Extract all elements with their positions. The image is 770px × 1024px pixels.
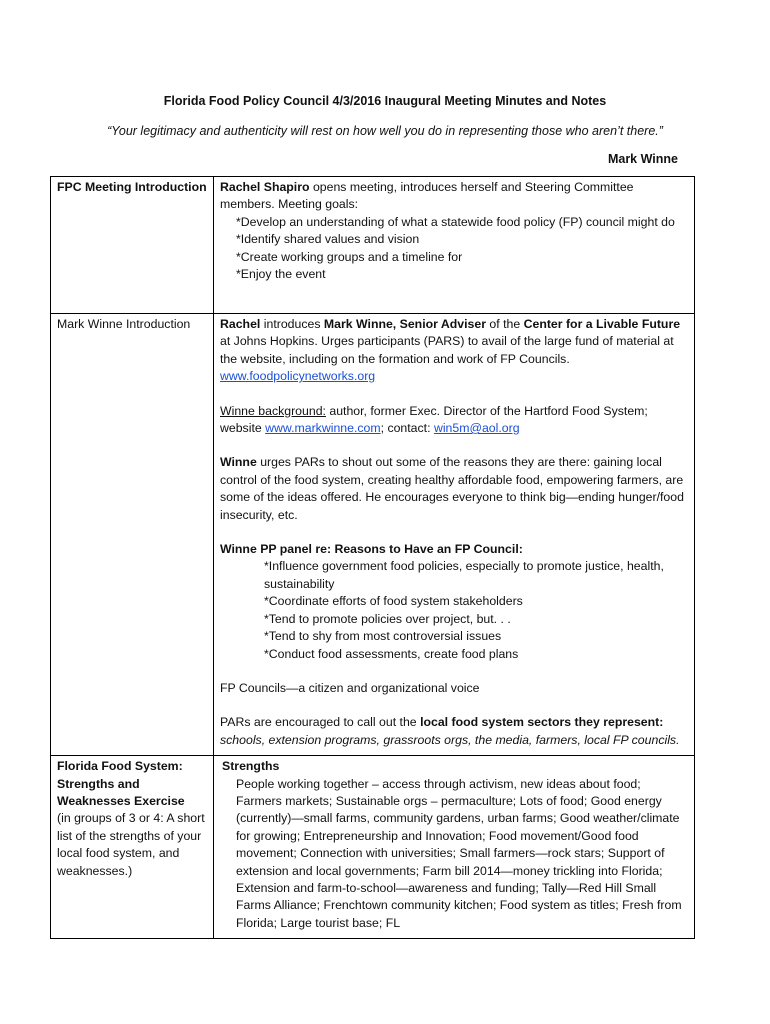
panel-item: *Tend to promote policies over project, but. . . (264, 611, 511, 626)
organization-name: Center for a Livable Future (523, 317, 681, 331)
goal-item: *Create working groups and a timeline for (236, 249, 463, 264)
councils-line: FP Councils—a citizen and organizational voice (220, 680, 480, 695)
exercise-instructions: (in groups of 3 or 4: A short list of the strengths of your local food system, and weaknesses.) (57, 811, 205, 878)
goal-item: *Develop an understanding of what a statewide food policy (FP) council might do (236, 214, 675, 229)
row-label-cell (51, 756, 214, 939)
opening-quote: “Your legitimacy and authenticity will rest on how well you do in representing those who aren’t there.” (107, 124, 663, 138)
row-label: Mark Winne Introduction (57, 317, 191, 331)
row-label-cell (51, 314, 214, 756)
background-label: Winne background: (220, 403, 326, 418)
minutes-table (50, 176, 695, 939)
text-run: introduces (260, 317, 324, 331)
text-run: urges PARs to shout out some of the reasons they are there: gaining local control of the food system, creating healthy affordable food, empowering farmers, are some of the ideas offered. He encourages everyone to think big—ending hunger/food insecurity, etc. (220, 455, 684, 522)
speaker-name: Rachel (220, 317, 261, 331)
text-run: at Johns Hopkins. Urges participants (PARS) to avail of the large fund of material at the website, including on the formation and work of FP Councils. (220, 334, 674, 366)
email-link[interactable]: win5m@aol.org (433, 421, 520, 436)
text-run: ; contact: (380, 421, 434, 436)
panel-heading: Winne PP panel re: Reasons to Have an FP Council: (220, 542, 523, 557)
sectors-emphasis: local food system sectors they represent: (420, 715, 664, 730)
sectors-paragraph (220, 714, 688, 731)
strengths-heading: Strengths (222, 759, 280, 774)
background-paragraph (220, 403, 688, 438)
exercise-title: Florida Food System: Strengths and Weaknesses Exercise (57, 759, 185, 808)
speaker-title: Mark Winne, Senior Adviser (323, 317, 486, 331)
text-run: author, former Exec. Director of the Hartford Food System; website (220, 403, 648, 436)
row-label: FPC Meeting Introduction (57, 180, 207, 194)
foodpolicynetworks-link[interactable]: www.foodpolicynetworks.org (220, 369, 376, 384)
panel-item: *Conduct food assessments, create food plans (264, 646, 519, 661)
quote-attribution: Mark Winne (607, 152, 678, 166)
speaker-name: Rachel Shapiro (220, 180, 310, 194)
intro-paragraph (220, 316, 688, 386)
row-content-cell (214, 177, 695, 314)
panel-item: *Coordinate efforts of food system stakeholders (264, 594, 523, 609)
sectors-list: schools, extension programs, grassroots orgs, the media, farmers, local FP councils. (220, 732, 680, 747)
goal-item: *Identify shared values and vision (236, 232, 420, 247)
intro-paragraph (220, 179, 688, 214)
row-content-cell (214, 314, 695, 756)
row-label-cell (51, 177, 214, 314)
speaker-name: Winne (220, 455, 257, 470)
table-row (51, 314, 695, 756)
strengths-list: People working together – access through activism, new ideas about food; Farmers markets; Sustainable orgs – permaculture; Lots of food; Good energy (currently)—small farms, community gardens, urban farms; Good weather/climate for growing; Entrepreneurship and Innovation; Food movement/Good food movement; Connection with universities; Small farmers—rock stars; Support of extension and local governments; Farm bill 2014—money trickling into Florida; Extension and farm-to-school—awareness and funding; Tally—Red Hill Small Farms Alliance; Frenchtown community kitchen; Food system as titles; Fresh from Florida; Large tourist base; FL (236, 776, 682, 930)
intro-text: opens meeting, introduces herself and Steering Committee members. Meeting goals: (220, 180, 634, 212)
markwinne-link[interactable]: www.markwinne.com (265, 421, 381, 436)
row-content-cell (214, 756, 695, 939)
table-row (51, 756, 695, 939)
table-row (51, 177, 695, 314)
page-title: Florida Food Policy Council 4/3/2016 Inaugural Meeting Minutes and Notes (163, 94, 607, 108)
goal-item: *Enjoy the event (236, 267, 326, 282)
text-run: of the (485, 317, 524, 331)
reasons-paragraph (220, 454, 688, 524)
panel-item: *Influence government food policies, especially to promote justice, health, sustainability (264, 559, 664, 591)
text-run: PARs are encouraged to call out the (220, 715, 421, 730)
panel-item: *Tend to shy from most controversial issues (264, 629, 502, 644)
